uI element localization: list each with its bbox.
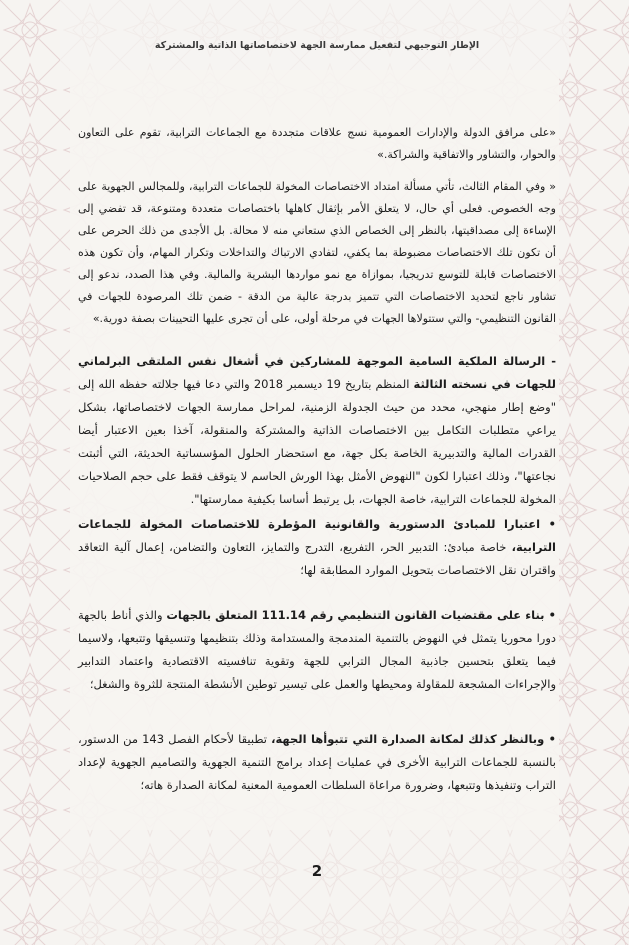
region-primacy-paragraph xyxy=(78,728,556,797)
organic-law-lead: • بناء على مقتضيات القانون التنظيمي رقم 111.14 المتعلق بالجهات xyxy=(166,608,556,622)
page-content xyxy=(78,0,556,945)
constitutional-principles-body: خاصة مبادئ: التدبير الحر، التفريع، التدرج والتمايز، التعاون والتضامن، إعمال آلية التعاقد واقتران نقل الاختصاصات بتحويل الموارد المطابقة لها؛ xyxy=(78,540,556,577)
quote-paragraph-1: «على مرافق الدولة والإدارات العمومية نسج علاقات متجددة مع الجماعات الترابية، تقوم على التعاون والحوار، والتشاور والاتفاقية والشراكة.» xyxy=(78,126,556,161)
royal-letter-paragraph xyxy=(78,350,556,511)
running-header: الإطار التوجيهي لتفعيل ممارسة الجهة لاختصاصاتها الذاتية والمشتركة xyxy=(154,40,480,51)
region-primacy-body: تطبيقا لأحكام الفصل 143 من الدستور، بالنسبة للجماعات الترابية الأخرى في عمليات إعداد برامج التنمية الجهوية والتصاميم الجهوية لإعداد التراب وتنفيذها وتتبعها، وضرورة مراعاة السلطات العمومية المعنية لمكانة الصدارة هاته؛ xyxy=(78,732,556,792)
organic-law-paragraph xyxy=(78,604,556,696)
region-primacy-lead: • وبالنظر كذلك لمكانة الصدارة التي تتبوأها الجهة، xyxy=(271,732,556,746)
royal-letter-lead: - الرسالة الملكية السامية الموجهة للمشاركين في أشغال نفس الملتقى البرلماني للجهات في نسخته الثالثة xyxy=(78,354,557,391)
constitutional-principles-paragraph xyxy=(78,513,556,582)
page-number: 2 xyxy=(311,862,323,880)
constitutional-principles-lead: • اعتبارا للمبادئ الدستورية والقانونية المؤطرة للاختصاصات المخولة للجماعات الترابية، xyxy=(78,517,556,554)
quote-paragraph-2: « وفي المقام الثالث، تأتي مسألة امتداد الاختصاصات المخولة للجماعات الترابية، وللمجالس الجهوية على وجه الخصوص. فعلى أي حال، لا يتعلق الأمر بإثقال كاهلها باختصاصات متعددة ومتنوعة، قد تفضي إلى الإساءة إلى مصداقيتها، بالنظر إلى الخصاص الذي ستعاني منه لا محالة. بل الأجدى من ذلك الحرص على أن تكون تلك الاختصاصات مضبوطة بما يكفي، لتفادي الارتباك والتداخلات وتكرار المهام، وأن تكون هذه الاختصاصات قابلة للتوسع تدريجيا، بموازاة مع نمو مواردها البشرية والمالية. وفي هذا الصدد، ندعو إلى تشاور ناجع لتحديد الاختصاصات التي تتميز بدرجة عالية من الدقة - ضمن تلك المرصودة للجهات في القانون التنظيمي- والتي ستتولاها الجهات في مرحلة أولى، على أن تجرى عليها التحيينات بصفة دورية.» xyxy=(78,180,556,325)
royal-letter-body: المنظم بتاريخ 19 ديسمبر 2018 والتي دعا فيها جلالته حفظه الله إلى "وضع إطار منهجي، محدد من حيث الجدولة الزمنية، لمراحل ممارسة الجهات لاختصاصاتها، بشكل يراعي متطلبات التكامل بين الاختصاصات الذاتية والمشتركة والمنقولة، آخذا بعين الاعتبار أيضا القدرات المالية والتدبيرية الخاصة بكل جهة، مع استحضار الحلول المؤسساتية الحديثة، التي أثبتت نجاعتها"، وذلك اعتبارا لكون "النهوض الأمثل بهذا الورش الحاسم لا يتوقف فقط على حجم الصلاحيات المخولة للجماعات الترابية، خاصة الجهات، بل يرتبط أساسا بكيفية ممارستها". xyxy=(78,377,556,506)
organic-law-body: والذي أناط بالجهة دورا محوريا يتمثل في النهوض بالتنمية المندمجة والمستدامة وذلك بتنظيمها وتنسيقها وتتبعها، ولاسيما فيما يتعلق بتحسين جاذبية المجال الترابي للجهة وتقوية تنافسيته الاقتصادية واعتماد التدابير والإجراءات المشجعة للمقاولة ومحيطها والعمل على تيسير توطين الأنشطة المنتجة للثروة والشغل؛ xyxy=(78,608,556,691)
